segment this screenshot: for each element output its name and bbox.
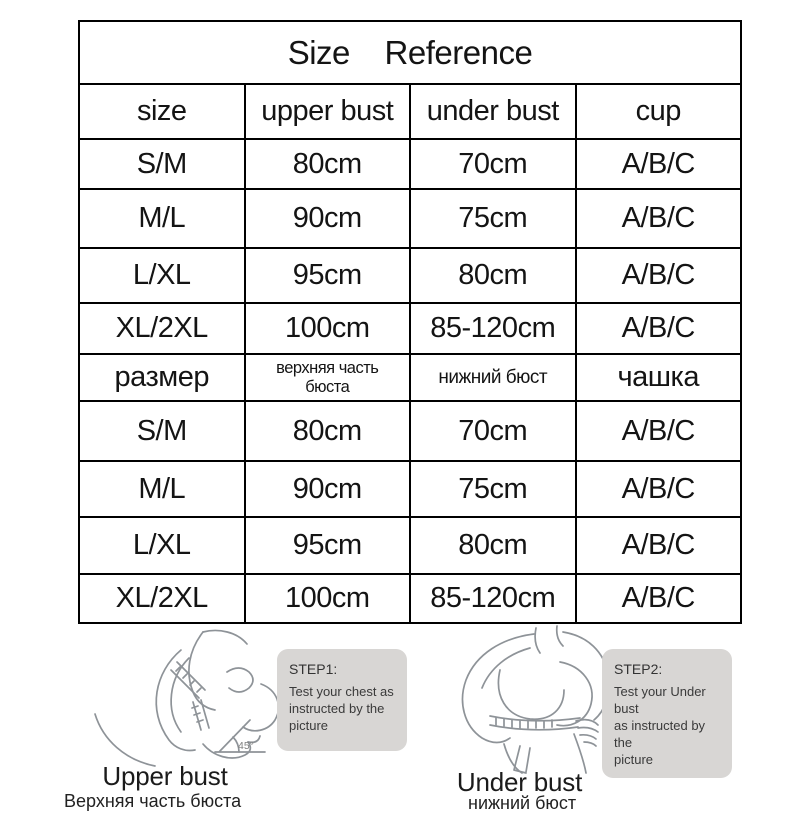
table-header-row-en — [79, 84, 741, 139]
table-row — [79, 461, 741, 517]
table-row — [79, 401, 741, 461]
table-cell: 100cm — [245, 574, 411, 623]
table-cell: 80cm — [410, 248, 576, 303]
table-row — [79, 303, 741, 354]
table-cell: L/XL — [79, 517, 245, 574]
table-cell: S/M — [79, 401, 245, 461]
table-cell: 70cm — [410, 401, 576, 461]
table-title: Size Reference — [79, 21, 741, 84]
table-row — [79, 139, 741, 189]
table-cell: 95cm — [245, 248, 411, 303]
table-header-row-ru — [79, 354, 741, 401]
table-row — [79, 248, 741, 303]
column-header-upper-bust: upper bust — [245, 84, 411, 139]
table-cell: 70cm — [410, 139, 576, 189]
step2-text-line: picture — [614, 751, 654, 767]
table-cell: 75cm — [410, 189, 576, 248]
step1-title: STEP1: — [289, 661, 338, 677]
table-cell: M/L — [79, 461, 245, 517]
column-header-upper-bust-ru: верхняя часть бюста — [245, 354, 411, 401]
table-row — [79, 574, 741, 623]
column-header-size-ru: размер — [79, 354, 245, 401]
table-cell: A/B/C — [576, 401, 742, 461]
table-cell: A/B/C — [576, 303, 742, 354]
size-reference-table — [78, 20, 742, 624]
table-cell: A/B/C — [576, 248, 742, 303]
column-header-cup-ru: чашка — [576, 354, 742, 401]
column-header-cup: cup — [576, 84, 742, 139]
table-row — [79, 517, 741, 574]
table-cell: 80cm — [245, 139, 411, 189]
table-cell: 80cm — [410, 517, 576, 574]
step1-box — [277, 649, 407, 751]
table-title-row — [79, 21, 741, 84]
step2-text-line: Test your Under bust — [614, 684, 706, 716]
table-cell: A/B/C — [576, 139, 742, 189]
step2-title: STEP2: — [614, 661, 663, 677]
table-cell: L/XL — [79, 248, 245, 303]
table-cell: A/B/C — [576, 517, 742, 574]
table-cell: S/M — [79, 139, 245, 189]
table-cell: M/L — [79, 189, 245, 248]
under-bust-label: Under bust — [456, 767, 583, 797]
step2-text-line: as instructed by the — [614, 717, 706, 750]
table-cell: 90cm — [245, 461, 411, 517]
table-cell: 90cm — [245, 189, 411, 248]
column-header-size: size — [79, 84, 245, 139]
step2-box — [602, 649, 732, 778]
column-header-under-bust-ru: нижний бюст — [410, 354, 576, 401]
column-header-under-bust: under bust — [410, 84, 576, 139]
table-cell: 85-120cm — [410, 574, 576, 623]
table-cell: A/B/C — [576, 189, 742, 248]
table-row — [79, 189, 741, 248]
table-cell: 75cm — [410, 461, 576, 517]
step1-text-line: instructed by the — [289, 700, 385, 716]
step1-text-line: Test your chest as — [289, 684, 394, 699]
step1-text-line: picture — [289, 717, 329, 733]
table-cell: XL/2XL — [79, 574, 245, 623]
upper-bust-label: Upper bust — [102, 761, 228, 791]
clipped-caption-upper-bust-ru: Верхняя часть бюста — [64, 791, 242, 811]
table-cell: 80cm — [245, 401, 411, 461]
table-cell: A/B/C — [576, 461, 742, 517]
table-cell: A/B/C — [576, 574, 742, 623]
clipped-caption-under-bust-ru: нижний бюст — [468, 793, 577, 813]
table-cell: XL/2XL — [79, 303, 245, 354]
table-cell: 85-120cm — [410, 303, 576, 354]
table-cell: 95cm — [245, 517, 411, 574]
table-cell: 100cm — [245, 303, 411, 354]
angle-label: 45° — [238, 740, 254, 752]
